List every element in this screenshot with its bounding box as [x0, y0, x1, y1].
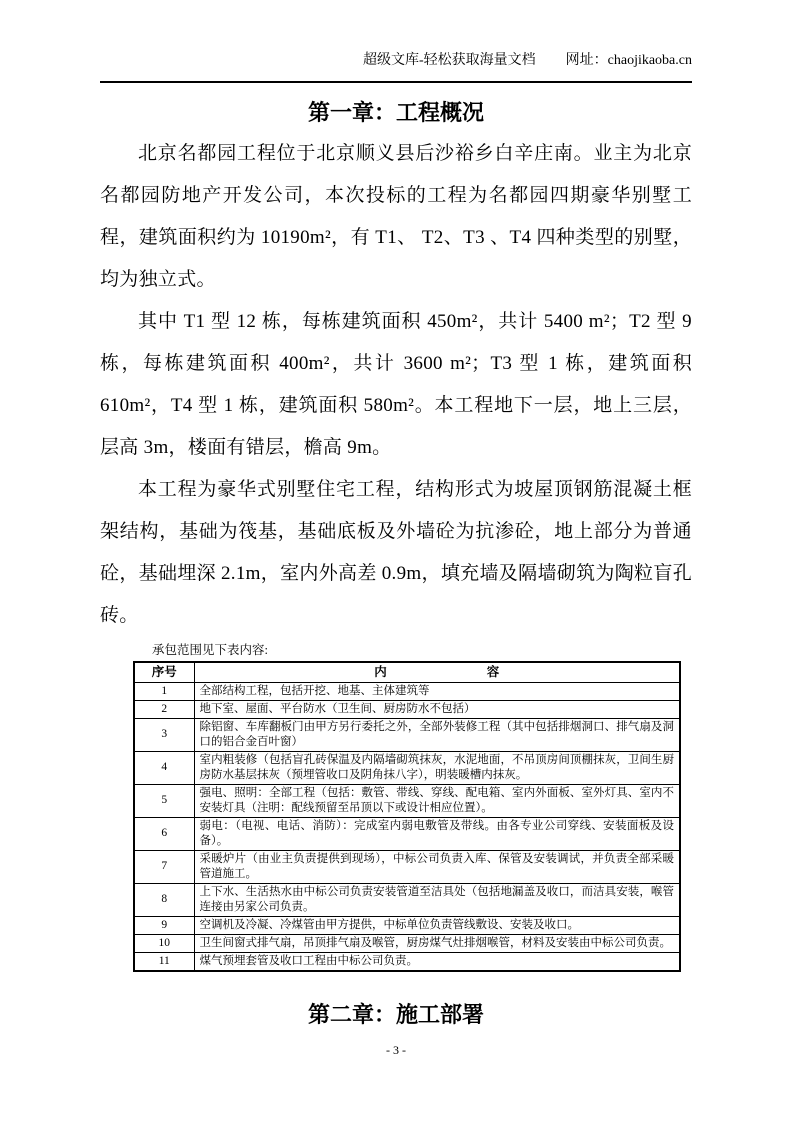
table-row	[134, 718, 680, 751]
table-row	[134, 952, 680, 971]
row-number: 2	[134, 700, 194, 718]
row-number: 8	[134, 883, 194, 916]
page-number: - 3 -	[386, 1042, 406, 1057]
row-number: 6	[134, 817, 194, 850]
row-content: 全部结构工程，包括开挖、地基、主体建筑等	[194, 682, 680, 700]
body-paragraph-3: 本工程为豪华式别墅住宅工程，结构形式为坡屋顶钢筋混凝土框架结构，基础为筏基，基础底板及外墙砼为抗渗砼，地上部分为普通砼，基础埋深 2.1m，室内外高差 0.9m，填充墙及隔墙砌筑为陶粒盲孔砖。	[100, 479, 692, 626]
row-content: 上下水、生活热水由中标公司负责安装管道至洁具处（包括地漏盖及收口，而洁具安装，喉管连接由另家公司负责。	[194, 883, 680, 916]
row-number: 10	[134, 934, 194, 952]
row-number: 7	[134, 850, 194, 883]
row-content: 强电、照明：全部工程（包括：敷管、带线、穿线、配电箱、室内外面板、室外灯具、室内不安装灯具（注明：配线预留至吊顶以下或设计相应位置）。	[194, 784, 680, 817]
scope-table	[133, 661, 681, 972]
table-row	[134, 784, 680, 817]
table-row	[134, 817, 680, 850]
row-number: 9	[134, 916, 194, 934]
table-row	[134, 850, 680, 883]
table-header-content: 内 容	[194, 662, 680, 682]
header-rule	[100, 81, 692, 83]
row-number: 4	[134, 751, 194, 784]
site-slogan: 超级文库-轻松获取海量文档	[362, 53, 536, 68]
row-content: 弱电：（电视、电话、消防）：完成室内弱电敷管及带线。由各专业公司穿线、安装面板及设备）。	[194, 817, 680, 850]
table-header-no: 序号	[134, 662, 194, 682]
body-paragraph-1: 北京名都园工程位于北京顺义县后沙裕乡白辛庄南。业主为北京名都园防地产开发公司，本次投标的工程为名都园四期豪华别墅工程，建筑面积约为 10190m²，有 T1、 T2、T3 、T4 四种类型的别墅，均为独立式。	[100, 143, 692, 290]
row-content: 煤气预埋套管及收口工程由中标公司负责。	[194, 952, 680, 971]
row-content: 除铝窗、车库翻板门由甲方另行委托之外，全部外装修工程（其中包括排烟洞口、排气扇及洞口的铝合金百叶窗）	[194, 718, 680, 751]
table-row	[134, 751, 680, 784]
row-content: 采暖炉片（由业主负责提供到现场），中标公司负责入库、保管及安装调试，并负责全部采暖管道施工。	[194, 850, 680, 883]
site-header	[100, 52, 692, 70]
table-row	[134, 934, 680, 952]
row-number: 3	[134, 718, 194, 751]
table-header-row	[134, 662, 680, 682]
row-content: 空调机及冷凝、冷煤管由甲方提供，中标单位负责管线敷设、安装及收口。	[194, 916, 680, 934]
table-row	[134, 682, 680, 700]
table-row	[134, 883, 680, 916]
table-row	[134, 916, 680, 934]
row-content: 室内粗装修（包括盲孔砖保温及内隔墙砌筑抹灰，水泥地面，不吊顶房间顶棚抹灰，卫间生厨房防水基层抹灰（预埋管收口及阴角抹八字），明装暖槽内抹灰。	[194, 751, 680, 784]
table-row	[134, 700, 680, 718]
table-intro: 承包范围见下表内容:	[152, 643, 268, 657]
row-number: 11	[134, 952, 194, 971]
body-text	[100, 133, 692, 637]
row-content: 卫生间窗式排气扇，吊顶排气扇及喉管，厨房煤气灶排烟喉管，材料及安装由中标公司负责。	[194, 934, 680, 952]
site-url: 网址：chaojikaoba.cn	[565, 53, 692, 68]
row-number: 5	[134, 784, 194, 817]
body-paragraph-2: 其中 T1 型 12 栋，每栋建筑面积 450m²，共计 5400 m²；T2 型 9 栋，每栋建筑面积 400m²，共计 3600 m²；T3 型 1 栋，建筑面积 610m²，T4 型 1 栋，建筑面积 580m²。本工程地下一层，地上三层，层高 3m，楼面有错层，檐高 9m。	[100, 311, 692, 458]
chapter-1-title: 第一章：工程概况	[307, 100, 484, 125]
row-number: 1	[134, 682, 194, 700]
row-content: 地下室、屋面、平台防水（卫生间、厨房防水不包括）	[194, 700, 680, 718]
chapter-2-title: 第二章：施工部署	[307, 1001, 484, 1027]
